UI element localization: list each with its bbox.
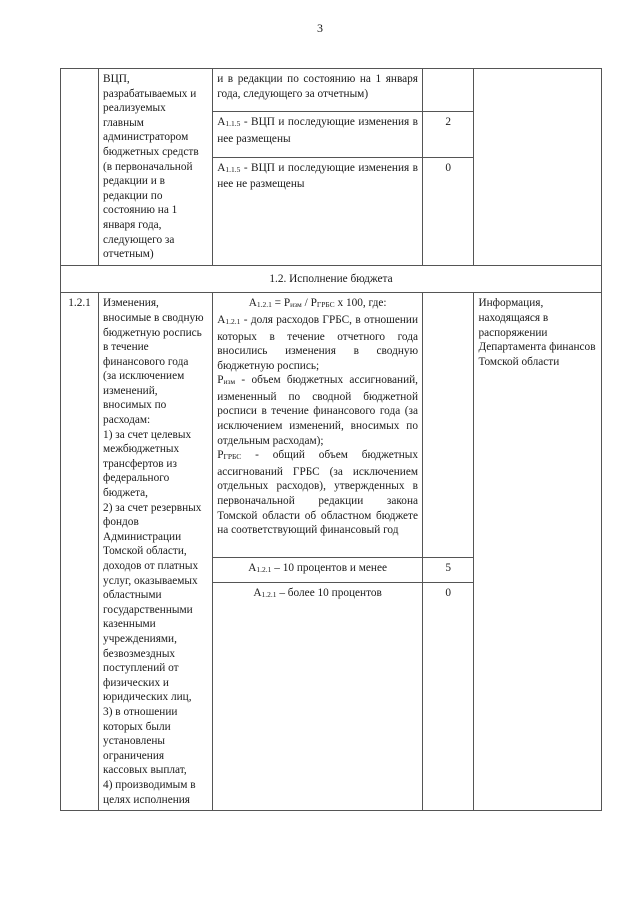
indicator-line: межбюджетных — [103, 443, 180, 456]
indicator-line: кассовых выплат, — [103, 764, 187, 777]
score-cell — [423, 557, 474, 582]
indicator-line: следующего за — [103, 233, 175, 246]
indicator-line: фондов — [103, 516, 139, 529]
indicator-line: Томской области, — [103, 545, 187, 558]
number-cell — [61, 293, 99, 811]
number-cell — [61, 69, 99, 266]
formula-cell — [213, 69, 423, 112]
criterion-text: – 10 процентов и менее — [271, 561, 387, 574]
source-cell — [474, 69, 602, 266]
score-value: 5 — [445, 561, 452, 574]
indicator-line: бюджета, — [103, 487, 148, 500]
indicator-line: казенными — [103, 618, 156, 631]
definition-subscript: 1.2.1 — [225, 316, 241, 326]
indicator-line: услуг, оказываемых — [103, 574, 198, 587]
criterion-code: A — [248, 561, 257, 574]
indicator-line: вносимых по — [103, 399, 167, 412]
formula-eq: = P — [271, 297, 291, 310]
indicator-line: 2) за счет резервных — [103, 501, 202, 514]
indicator-line: состоянию на 1 — [103, 204, 178, 217]
indicator-line: 3) в отношении — [103, 705, 178, 718]
indicator-line: которых были — [103, 720, 171, 733]
source-text: Информация, находящаяся в распоряжении Департамента финансов Томской области — [478, 297, 596, 368]
table-row — [61, 69, 602, 112]
indicator-line: доходов от платных — [103, 560, 199, 572]
section-title: 1.2. Исполнение бюджета — [61, 265, 602, 293]
indicator-text — [103, 296, 208, 807]
definition-symbol: A — [217, 313, 226, 326]
indicator-line: физических и — [103, 676, 169, 689]
definition-text: - общий объем бюджетных ассигнований ГРБС (за исключением отдельных расходов), утвержденных в первоначальной редакции закона Томской области об областном бюджете на соответствующий финансовый год — [217, 449, 419, 537]
indicator-line: государственными — [103, 603, 193, 616]
indicator-line: реализуемых — [103, 102, 166, 115]
indicator-line: администратором — [103, 131, 189, 144]
formula-div: / P — [301, 297, 317, 310]
score-cell — [423, 69, 474, 112]
table-row — [61, 293, 602, 558]
indicator-line: установлены — [103, 735, 165, 748]
criterion-cell — [213, 557, 423, 582]
definition — [217, 448, 418, 538]
score-value: 0 — [445, 587, 452, 600]
definition-symbol: P — [217, 374, 224, 387]
indicator-line: отчетным) — [103, 248, 154, 261]
indicator-line: главным — [103, 116, 144, 129]
formula-tail: x 100, где: — [334, 297, 387, 310]
item-number: 1.2.1 — [68, 297, 91, 310]
score-cell — [423, 293, 474, 558]
indicator-line: ВЦП, — [103, 73, 130, 85]
indicator-line: редакции по — [103, 189, 163, 202]
definition-subscript: изм — [223, 377, 236, 387]
indicator-line: разрабатываемых и — [103, 87, 197, 100]
criterion-cell — [213, 583, 423, 811]
indicator-line: федерального — [103, 472, 170, 485]
indicator-line: изменений, — [103, 384, 158, 397]
score-value: 0 — [445, 161, 452, 174]
indicator-cell — [99, 69, 213, 266]
indicator-line: бюджетную роспись — [103, 326, 202, 339]
formula-subscript: 1.2.1 — [256, 300, 272, 310]
score-value: 2 — [445, 116, 452, 129]
indicator-line: поступлений от — [103, 662, 179, 675]
indicator-line: Изменения, — [103, 297, 159, 310]
formula-subscript: ГРБС — [316, 300, 335, 310]
score-cell — [423, 583, 474, 811]
indicator-line: ограничения — [103, 749, 165, 762]
criterion-code: A — [217, 161, 226, 174]
criterion-subscript: 1.2.1 — [261, 590, 277, 600]
formula-cell — [213, 293, 423, 558]
indicator-line: в течение — [103, 341, 149, 354]
definition-text: - доля расходов ГРБС, в отношении которых в течение отчетного года вносились изменения в сводную бюджетную роспись; — [217, 313, 419, 372]
score-cell — [423, 157, 474, 265]
page-number: 3 — [317, 21, 323, 35]
criterion-cell — [213, 157, 423, 265]
indicator-line: января года, — [103, 218, 162, 231]
criterion-code: A — [253, 587, 262, 600]
indicator-line: трансфертов из — [103, 457, 177, 470]
indicator-line: целях исполнения — [103, 793, 191, 806]
criterion-subscript: 1.2.1 — [256, 564, 272, 574]
criterion-code: A — [217, 116, 226, 129]
indicator-line: бюджетных средств — [103, 145, 199, 158]
definition — [217, 313, 418, 373]
indicator-line: юридических лиц, — [103, 691, 192, 704]
formula-subscript: изм — [290, 300, 302, 310]
formula — [217, 296, 418, 313]
source-cell — [474, 293, 602, 811]
score-cell — [423, 112, 474, 158]
indicator-line: областными — [103, 589, 162, 602]
indicator-line: безвозмездных — [103, 647, 176, 660]
formula-a: A — [248, 297, 257, 310]
definition-symbol: P — [217, 449, 224, 462]
indicator-line: 1) за счет целевых — [103, 428, 192, 441]
section-row — [61, 265, 602, 293]
indicator-line: вносимые в сводную — [103, 311, 204, 324]
indicator-line: (за исключением — [103, 370, 185, 383]
indicator-line: расходам: — [103, 414, 151, 427]
indicator-line: (в первоначальной — [103, 160, 193, 173]
criterion-subscript: 1.1.5 — [225, 164, 241, 174]
definition-subscript: ГРБС — [223, 452, 242, 462]
definition — [217, 373, 418, 448]
criteria-table — [60, 68, 602, 811]
indicator-line: финансового года — [103, 355, 189, 368]
indicator-line: редакции и в — [103, 175, 165, 188]
criterion-text: – более 10 процентов — [276, 587, 382, 600]
criterion-text: - ВЦП и последующие изменения в нее не размещены — [217, 161, 419, 191]
indicator-line: учреждениями, — [103, 632, 177, 645]
indicator-line: Администрации — [103, 530, 182, 543]
criterion-text: - ВЦП и последующие изменения в нее размещены — [217, 116, 419, 145]
criterion-cell — [213, 112, 423, 158]
indicator-cell — [99, 293, 213, 811]
formula-tail: и в редакции по состоянию на 1 января года, следующего за отчетным) — [217, 73, 419, 100]
indicator-text — [103, 72, 208, 262]
criterion-subscript: 1.1.5 — [225, 119, 241, 129]
definition-text: - объем бюджетных ассигнований, измененный по сводной бюджетной росписи в течение финансового года (за исключением изменений, вносимых по отдельным расходам); — [217, 374, 419, 447]
indicator-line: 4) производимым в — [103, 778, 196, 791]
